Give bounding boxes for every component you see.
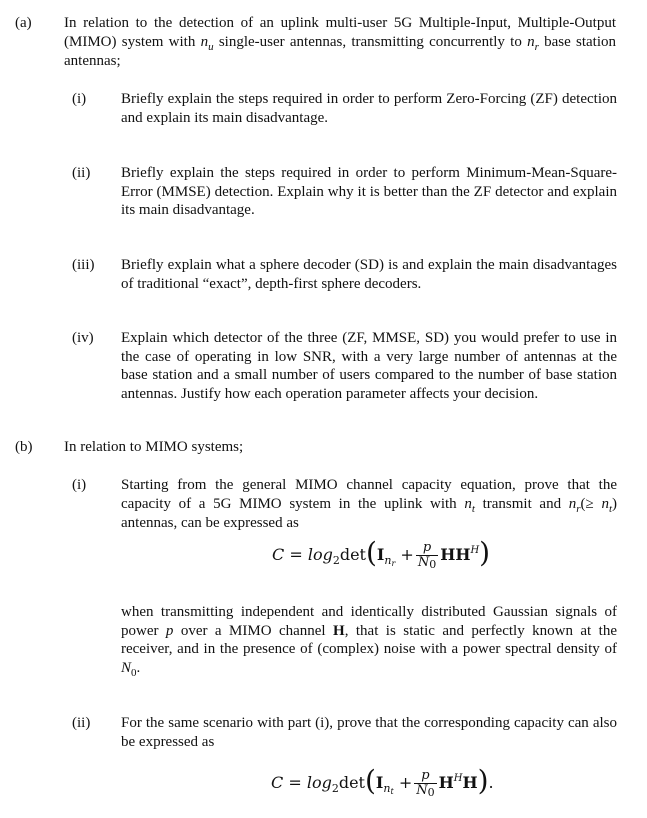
- eq2-H2: H: [462, 773, 478, 792]
- var-nt2: n: [601, 495, 609, 512]
- eq1-plus: +: [400, 545, 414, 564]
- eq1-num: p: [416, 541, 438, 556]
- part-a-intro: [64, 14, 616, 71]
- eq2-identity-subsub: t: [390, 787, 394, 796]
- b-i-text: [121, 476, 617, 533]
- b-i-after-end: .: [136, 659, 141, 676]
- b-i-after-1: when transmitting independent and identically distributed Gaussian signals of power: [121, 604, 617, 639]
- var-nu-sub: u: [208, 40, 214, 53]
- eq1-log-sub: 2: [332, 554, 340, 567]
- eq1-equals: =: [289, 545, 308, 564]
- var-nr: n: [527, 33, 535, 50]
- eq2-hermitian: H: [453, 773, 463, 784]
- eq1-lhs: C: [272, 545, 285, 564]
- var-H: H: [333, 622, 345, 639]
- var-N0-sub: 0: [131, 666, 137, 679]
- b-i-text-3: ) antennas, can be expressed as: [121, 495, 617, 531]
- eq2-fraction: [414, 769, 436, 798]
- eq1-HH: HH: [440, 545, 471, 564]
- eq2-equals: =: [288, 773, 307, 792]
- a-iii-label: (iii): [72, 257, 95, 273]
- eq1-fraction: [416, 541, 438, 570]
- eq2-den: N: [416, 783, 428, 798]
- var-nt2-sub: t: [608, 502, 612, 515]
- a-iii-text: Briefly explain what a sphere decoder (SD) is and explain the main disadvantages of traditional “exact”, depth-first sphere decoders.: [121, 257, 617, 292]
- var-nt-sub: t: [471, 502, 475, 515]
- eq1-det: det: [339, 545, 366, 564]
- var-N0: N: [121, 659, 132, 676]
- eq1-log: log: [307, 545, 333, 564]
- eq1-identity: I: [376, 545, 385, 564]
- b-i-after-3: , that is static and perfectly known at the receiver, and in the presence of (complex) noise with a power spectral density of: [121, 622, 617, 657]
- capacity-equation-1: $C = \log_2\det(I_{nr}$ + $\frac{p}{N0}$ $HH^H$): [272, 536, 491, 571]
- var-nr2: n: [568, 495, 577, 512]
- b-i-after-text: [121, 603, 617, 678]
- eq2-log-sub: 2: [331, 782, 339, 795]
- b-i-text-1: Starting from the general MIMO channel capacity equation, prove that the capacity of a 5G MIMO system in the uplink with: [121, 477, 617, 512]
- eq1-identity-subsub: r: [391, 559, 396, 568]
- eq2-identity: I: [375, 773, 384, 792]
- eq1-hermitian: H: [470, 545, 480, 556]
- eq2-num: p: [414, 769, 436, 784]
- eq2-plus: +: [398, 773, 413, 792]
- eq2-det: det: [338, 773, 365, 792]
- var-p: p: [165, 622, 174, 639]
- b-ii-label: (ii): [72, 715, 91, 731]
- b-i-text-ge: (≥: [580, 495, 602, 512]
- var-nu: n: [200, 33, 209, 50]
- eq2-period: .: [488, 773, 494, 792]
- part-b-intro: In relation to MIMO systems;: [64, 439, 244, 455]
- a-ii-text: Briefly explain the steps required in order to perform Minimum-Mean-Square-Error (MMSE) detection. Explain why it is better than the ZF detector and explain its main disadvantage.: [121, 165, 617, 218]
- eq2-lhs: C: [271, 773, 284, 792]
- part-a-label: (a): [15, 15, 32, 31]
- eq1-den-sub: 0: [429, 558, 437, 571]
- eq2-log: log: [306, 773, 332, 792]
- intro-text-1: In relation to the detection of an uplink multi-user 5G Multiple-Input, Multiple-Output (MIMO) system with: [64, 15, 616, 50]
- eq1-identity-sub: n: [384, 554, 392, 567]
- b-i-after-2: over a MIMO channel: [173, 622, 334, 639]
- a-ii-label: (ii): [72, 165, 91, 181]
- eq2-identity-sub: n: [383, 782, 391, 795]
- b-ii-text: For the same scenario with part (i), prove that the corresponding capacity can also be expressed as: [121, 715, 617, 750]
- eq1-den: N: [417, 555, 430, 570]
- capacity-equation-2: $C = \log_2\det(I_{nt}$ + $\frac{p}{N0}$ $H^HH$).: [271, 764, 494, 799]
- eq2-den-sub: 0: [427, 786, 435, 799]
- a-iv-text: Explain which detector of the three (ZF, MMSE, SD) you would prefer to use in the case of operating in low SNR, with a very large number of antennas at the base station and a small number of users compared to the number of base station antennas. Justify how each operation parameter affects your decision.: [121, 330, 617, 402]
- intro-text-2: single-user antennas, transmitting concurrently to: [213, 33, 528, 50]
- a-iv-label: (iv): [72, 330, 94, 346]
- var-nt: n: [464, 495, 472, 512]
- a-i-text: Briefly explain the steps required in order to perform Zero-Forcing (ZF) detection and explain its main disadvantage.: [121, 91, 617, 126]
- b-i-label: (i): [72, 477, 87, 493]
- part-b-label: (b): [15, 439, 33, 455]
- var-nr2-sub: r: [576, 502, 581, 515]
- var-nr-sub: r: [534, 40, 539, 53]
- eq2-H1: H: [438, 773, 454, 792]
- intro-text-3: base station antennas;: [64, 33, 617, 69]
- b-i-text-2: transmit and: [474, 495, 569, 512]
- a-i-label: (i): [72, 91, 87, 107]
